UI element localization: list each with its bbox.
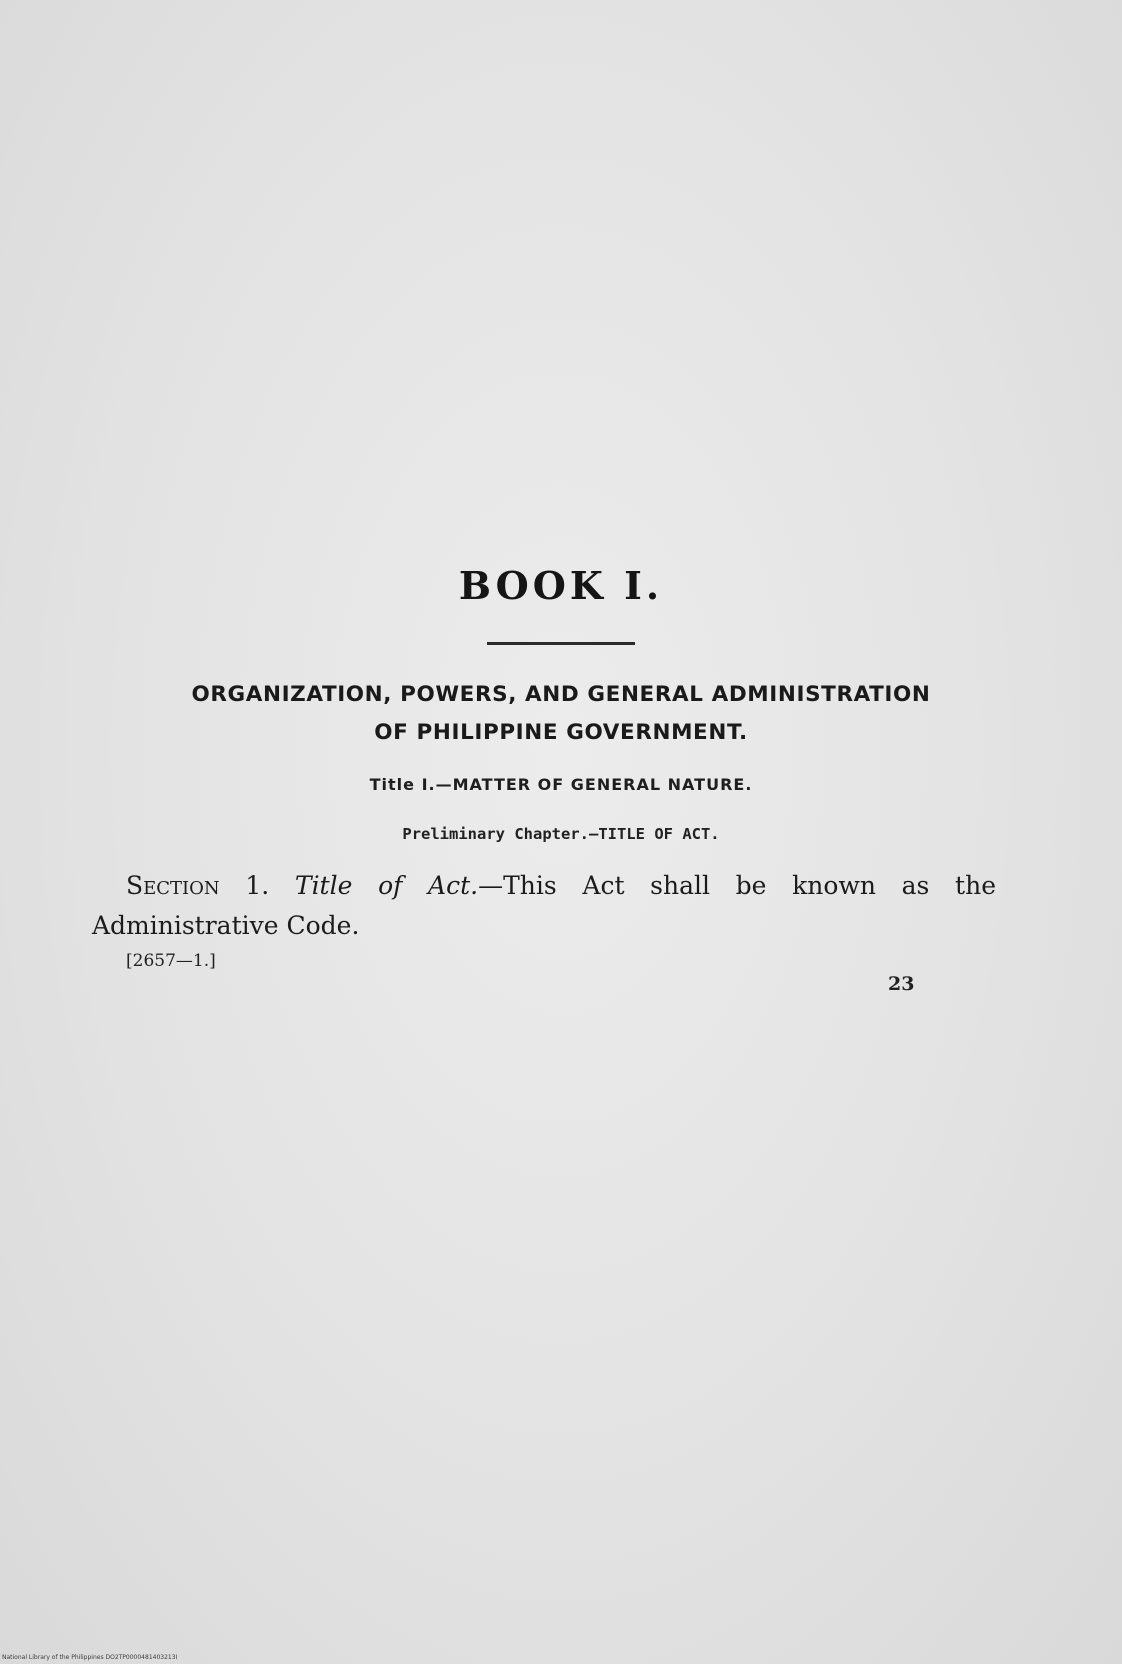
- section-paragraph: [92, 866, 996, 946]
- book-title: BOOK I.: [458, 563, 664, 608]
- footer-credit: National Library of the Philippines DO2TP0000481403213I: [2, 1654, 178, 1661]
- chapter-heading: Preliminary Chapter.—TITLE OF ACT.: [402, 825, 720, 843]
- title-divider: [487, 642, 635, 645]
- heading-line-1: ORGANIZATION, POWERS, AND GENERAL ADMINISTRATION: [191, 682, 931, 707]
- page-number: 23: [888, 973, 915, 995]
- citation: [2657—1.]: [126, 951, 216, 971]
- section-heading: Title of Act.: [294, 871, 479, 900]
- section-body: —This Act shall be known as the Administrative Code.: [92, 871, 996, 940]
- section-label: Section 1.: [126, 871, 270, 900]
- title-heading: Title I.—MATTER OF GENERAL NATURE.: [369, 775, 753, 794]
- heading-line-2: OF PHILIPPINE GOVERNMENT.: [374, 720, 748, 745]
